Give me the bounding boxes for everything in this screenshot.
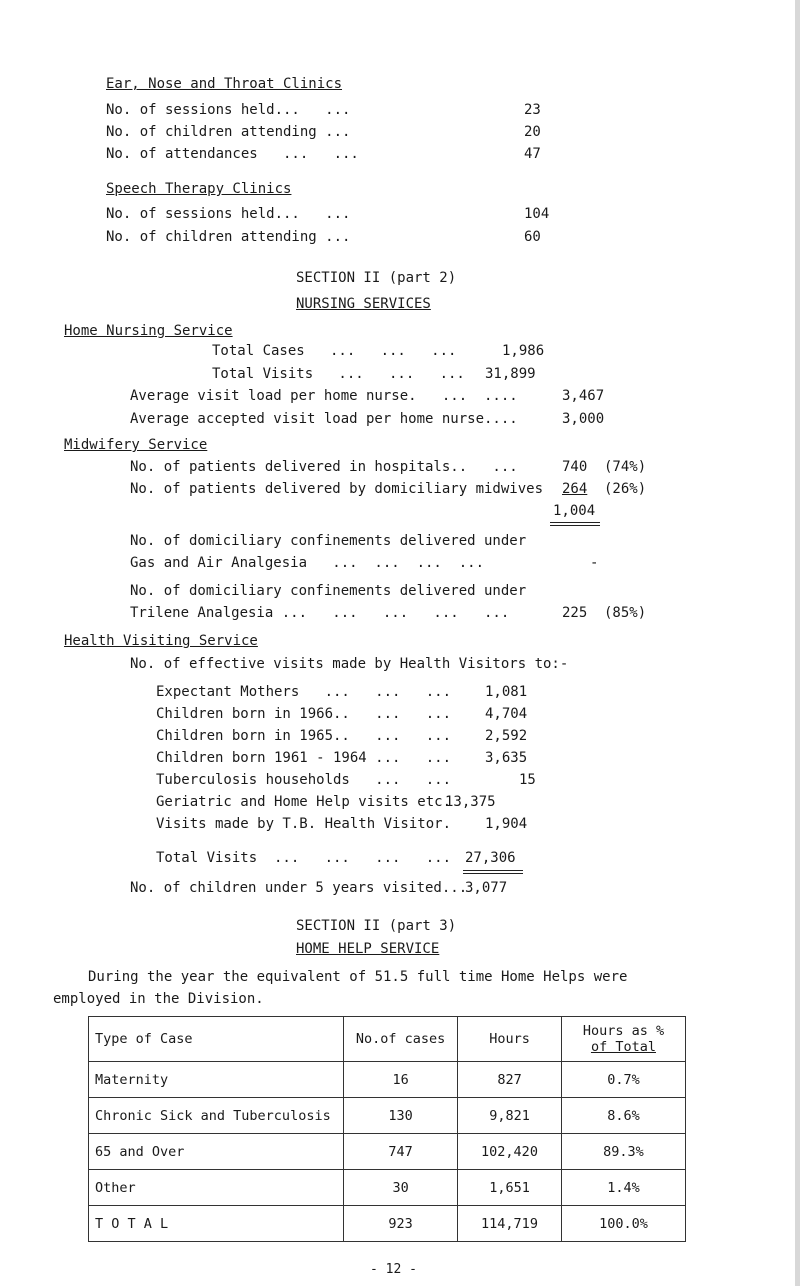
avg-load-value: 3,467	[562, 388, 605, 404]
domiciliary-value: 264	[562, 481, 588, 497]
gas-air-value: -	[590, 555, 599, 571]
cell-total-hours: 114,719	[458, 1206, 562, 1242]
section3-title: SECTION II (part 3)	[296, 918, 457, 934]
cell-pct: 1.4%	[561, 1170, 685, 1206]
under5-value: 3,077	[465, 880, 508, 896]
speech-sessions-value: 104	[524, 206, 550, 222]
col-cases-header: No.of cases	[344, 1017, 458, 1062]
ent-sessions-label: No. of sessions held... ...	[106, 102, 351, 118]
trilene-line2: Trilene Analgesia ... ... ... ... ...	[130, 605, 510, 621]
midwifery-title: Midwifery Service	[64, 437, 208, 453]
col-pct-header-line2: of Total	[590, 1039, 656, 1055]
total-visits-value: 31,899	[485, 366, 536, 382]
gas-air-line1: No. of domiciliary confinements delivered under	[130, 533, 527, 549]
section3-subtitle: HOME HELP SERVICE	[296, 941, 440, 957]
total-double-rule	[550, 522, 600, 526]
hv-row: Children born in 1965.. ... ...	[156, 728, 452, 744]
cell-cases: 747	[344, 1134, 458, 1170]
ent-attendances-value: 47	[524, 146, 541, 162]
hv-value: 1,081	[485, 684, 528, 700]
hospital-pct: (74%)	[604, 459, 647, 475]
avg-accepted-label: Average accepted visit load per home nurse....	[130, 411, 518, 427]
cell-hours: 1,651	[458, 1170, 562, 1206]
cell-total-cases: 923	[344, 1206, 458, 1242]
cell-type: 65 and Over	[89, 1134, 344, 1170]
col-hours-header: Hours	[458, 1017, 562, 1062]
table-row	[89, 1134, 686, 1170]
hv-row: Visits made by T.B. Health Visitor.	[156, 816, 452, 832]
hv-value: 4,704	[485, 706, 528, 722]
cell-pct: 8.6%	[561, 1098, 685, 1134]
home-help-para-1: During the year the equivalent of 51.5 full time Home Helps were	[88, 969, 628, 985]
speech-title: Speech Therapy Clinics	[106, 181, 292, 197]
hv-row: Expectant Mothers ... ... ...	[156, 684, 452, 700]
cell-total-type: T O T A L	[89, 1206, 344, 1242]
total-cases-value: 1,986	[502, 343, 545, 359]
hv-row: Tuberculosis households ... ...	[156, 772, 452, 788]
col-type-header: Type of Case	[89, 1017, 344, 1062]
ent-sessions-value: 23	[524, 102, 541, 118]
col-pct-header	[561, 1017, 685, 1062]
hv-row: Children born in 1966.. ... ...	[156, 706, 452, 722]
speech-children-value: 60	[524, 229, 541, 245]
ent-attendances-label: No. of attendances ... ...	[106, 146, 359, 162]
cell-type: Maternity	[89, 1062, 344, 1098]
health-visiting-intro: No. of effective visits made by Health Visitors to:-	[130, 656, 569, 672]
hv-row: Geriatric and Home Help visits etc.	[156, 794, 452, 810]
ent-children-label: No. of children attending ...	[106, 124, 351, 140]
trilene-pct: (85%)	[604, 605, 647, 621]
domiciliary-pct: (26%)	[604, 481, 647, 497]
home-help-para-2: employed in the Division.	[53, 991, 264, 1007]
col-pct-header-line1: Hours as %	[582, 1023, 665, 1039]
table-header-row	[89, 1017, 686, 1062]
ent-children-value: 20	[524, 124, 541, 140]
trilene-line1: No. of domiciliary confinements delivered under	[130, 583, 527, 599]
cell-cases: 16	[344, 1062, 458, 1098]
cell-type: Chronic Sick and Tuberculosis	[89, 1098, 344, 1134]
cell-pct: 89.3%	[561, 1134, 685, 1170]
cell-cases: 130	[344, 1098, 458, 1134]
ent-title: Ear, Nose and Throat Clinics	[106, 76, 343, 92]
cell-hours: 9,821	[458, 1098, 562, 1134]
speech-children-label: No. of children attending ...	[106, 229, 351, 245]
table-row	[89, 1062, 686, 1098]
total-visits-label: Total Visits ... ... ...	[212, 366, 465, 382]
hv-total-value: 27,306	[465, 850, 516, 866]
avg-load-label: Average visit load per home nurse. ... ....	[130, 388, 518, 404]
hospital-value: 740	[562, 459, 588, 475]
hv-row: Children born 1961 - 1964 ... ...	[156, 750, 452, 766]
health-visiting-title: Health Visiting Service	[64, 633, 258, 649]
speech-sessions-label: No. of sessions held... ...	[106, 206, 351, 222]
cell-type: Other	[89, 1170, 344, 1206]
avg-accepted-value: 3,000	[562, 411, 605, 427]
page-edge-shadow	[795, 0, 800, 1286]
cell-cases: 30	[344, 1170, 458, 1206]
under5-label: No. of children under 5 years visited...	[130, 880, 468, 896]
cell-hours: 102,420	[458, 1134, 562, 1170]
section2-subtitle: NURSING SERVICES	[296, 296, 431, 312]
hospital-label: No. of patients delivered in hospitals.. ...	[130, 459, 518, 475]
gas-air-line2: Gas and Air Analgesia ... ... ... ...	[130, 555, 485, 571]
hv-value: 2,592	[485, 728, 528, 744]
cell-pct: 0.7%	[561, 1062, 685, 1098]
total-cases-label: Total Cases ... ... ...	[212, 343, 457, 359]
cell-hours: 827	[458, 1062, 562, 1098]
home-help-table	[88, 1016, 686, 1242]
table-row	[89, 1098, 686, 1134]
hv-value: 13,375	[445, 794, 496, 810]
table-row	[89, 1170, 686, 1206]
trilene-value: 225	[562, 605, 588, 621]
hv-value: 1,904	[485, 816, 528, 832]
table-total-row	[89, 1206, 686, 1242]
home-nursing-title: Home Nursing Service	[64, 323, 233, 339]
hv-total-rule	[463, 870, 523, 874]
hv-total-label: Total Visits ... ... ... ...	[156, 850, 452, 866]
hv-value: 15	[519, 772, 536, 788]
midwifery-total: 1,004	[553, 503, 596, 519]
hv-value: 3,635	[485, 750, 528, 766]
page-number: - 12 -	[370, 1262, 417, 1277]
domiciliary-label: No. of patients delivered by domiciliary midwives	[130, 481, 544, 497]
section2-title: SECTION II (part 2)	[296, 270, 457, 286]
cell-total-pct: 100.0%	[561, 1206, 685, 1242]
